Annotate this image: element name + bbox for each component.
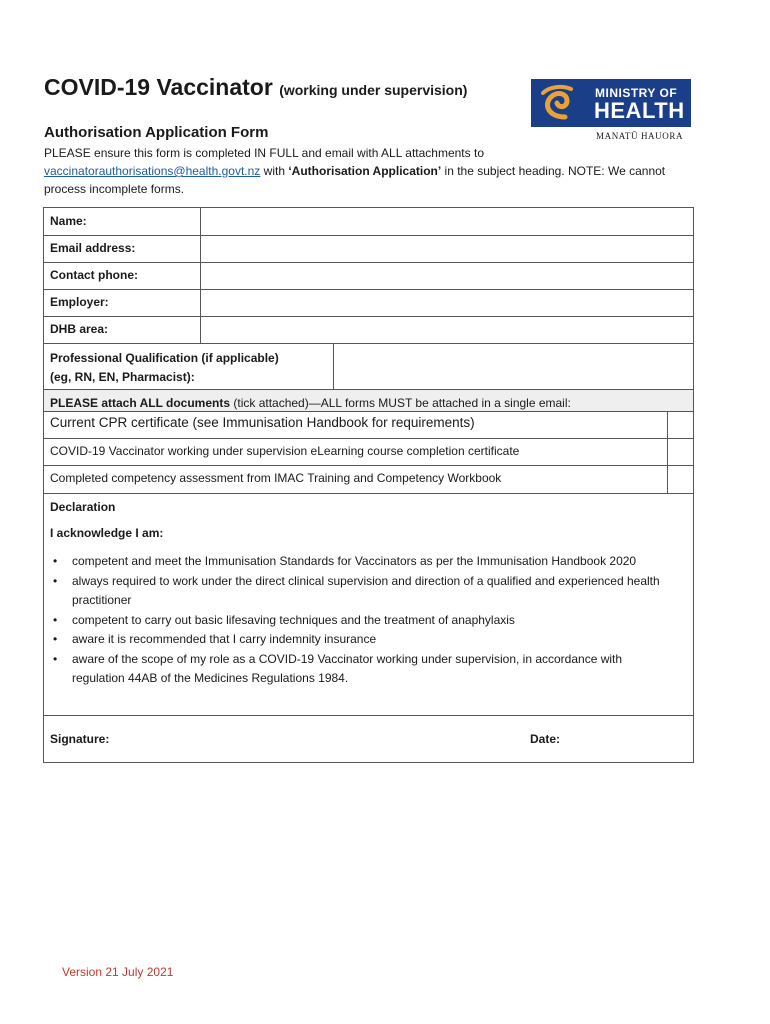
logo-top-text: MINISTRY OF xyxy=(595,86,678,100)
acknowledge-text: I acknowledge I am: xyxy=(50,526,164,540)
bullet-glyph: • xyxy=(53,651,58,666)
employer-label: Employer: xyxy=(50,295,109,309)
attachments-heading xyxy=(50,396,571,410)
elearning-checkbox[interactable] xyxy=(667,439,694,466)
attachments-heading-rest: (tick attached)—ALL forms MUST be attached in a single email: xyxy=(230,396,571,410)
declaration-item xyxy=(50,630,670,650)
email-field[interactable] xyxy=(201,236,693,262)
declaration-item-text: aware it is recommended that I carry indemnity insurance xyxy=(72,632,377,646)
declaration-item-text: always required to work under the direct clinical supervision and direction of a qualified and experienced health practitioner xyxy=(72,573,660,607)
declaration-item xyxy=(50,611,670,631)
intro-paragraph xyxy=(44,144,704,198)
intro-subject: ‘Authorisation Application’ xyxy=(288,164,442,178)
signature-label: Signature: xyxy=(50,732,110,746)
application-form xyxy=(43,207,694,763)
signature-field[interactable] xyxy=(124,716,524,762)
attachment-item-competency: Completed competency assessment from IMAC Training and Competency Workbook xyxy=(50,471,502,485)
name-label: Name: xyxy=(50,214,87,228)
attachment-item-cpr: Current CPR certificate (see Immunisation Handbook for requirements) xyxy=(50,415,475,430)
declaration-item-text: aware of the scope of my role as a COVID-19 Vaccinator working under supervision, in accordance with regulation 44AB of the Medicines Regulations 1984. xyxy=(72,651,623,685)
attachments-heading-bold: PLEASE attach ALL documents xyxy=(50,396,231,410)
logo-banner xyxy=(531,79,691,127)
bullet-glyph: • xyxy=(53,554,58,568)
intro-text-1: PLEASE ensure this form is completed IN FULL and email with ALL attachments to xyxy=(44,146,484,160)
attachment-item-elearning: COVID-19 Vaccinator working under supervision eLearning course completion certificate xyxy=(50,444,520,458)
form-heading: Authorisation Application Form xyxy=(44,124,269,141)
intro-text-2: with xyxy=(260,164,289,178)
qualification-label xyxy=(50,349,279,387)
version-footer: Version 21 July 2021 xyxy=(62,965,174,979)
ministry-of-health-logo xyxy=(531,79,691,143)
logo-sub-text: MANATŪ HAUORA xyxy=(596,131,684,141)
bullet-glyph: • xyxy=(53,573,58,588)
declaration-item-text: competent to carry out basic lifesaving techniques and the treatment of anaphylaxis xyxy=(72,612,515,627)
declaration-item xyxy=(50,650,670,689)
bullet-glyph: • xyxy=(53,612,58,627)
koru-icon xyxy=(535,83,589,123)
title-main: COVID-19 Vaccinator xyxy=(44,74,273,100)
declaration-list xyxy=(50,552,670,689)
qualification-label-line-2: (eg, RN, EN, Pharmacist): xyxy=(50,370,195,384)
phone-label: Contact phone: xyxy=(50,268,138,282)
title-sub: (working under supervision) xyxy=(279,82,468,98)
cpr-checkbox[interactable] xyxy=(667,411,694,438)
declaration-item xyxy=(50,552,670,572)
name-field[interactable] xyxy=(201,208,693,235)
page-title xyxy=(44,74,467,101)
qualification-field[interactable] xyxy=(334,344,693,389)
dhb-area-label: DHB area: xyxy=(50,322,109,336)
dhb-area-field[interactable] xyxy=(201,317,693,343)
bullet-glyph: • xyxy=(53,632,58,646)
competency-checkbox[interactable] xyxy=(667,466,694,493)
declaration-item xyxy=(50,572,670,611)
employer-field[interactable] xyxy=(201,290,693,316)
email-label: Email address: xyxy=(50,241,136,255)
phone-field[interactable] xyxy=(201,263,693,289)
logo-main-text: HEALTH xyxy=(594,98,685,123)
qualification-label-line-1: Professional Qualification (if applicable) xyxy=(50,351,279,365)
intro-text-3: in the subject heading. NOTE: We cannot process incomplete forms. xyxy=(44,164,666,196)
declaration-item-text: competent and meet the Immunisation Standards for Vaccinators as per the Immunisation Handbook 2020 xyxy=(72,554,637,568)
date-field[interactable] xyxy=(570,716,692,762)
date-label: Date: xyxy=(530,732,561,746)
submission-email-link[interactable]: vaccinatorauthorisations@health.govt.nz xyxy=(44,164,261,178)
declaration-heading: Declaration xyxy=(50,500,116,514)
